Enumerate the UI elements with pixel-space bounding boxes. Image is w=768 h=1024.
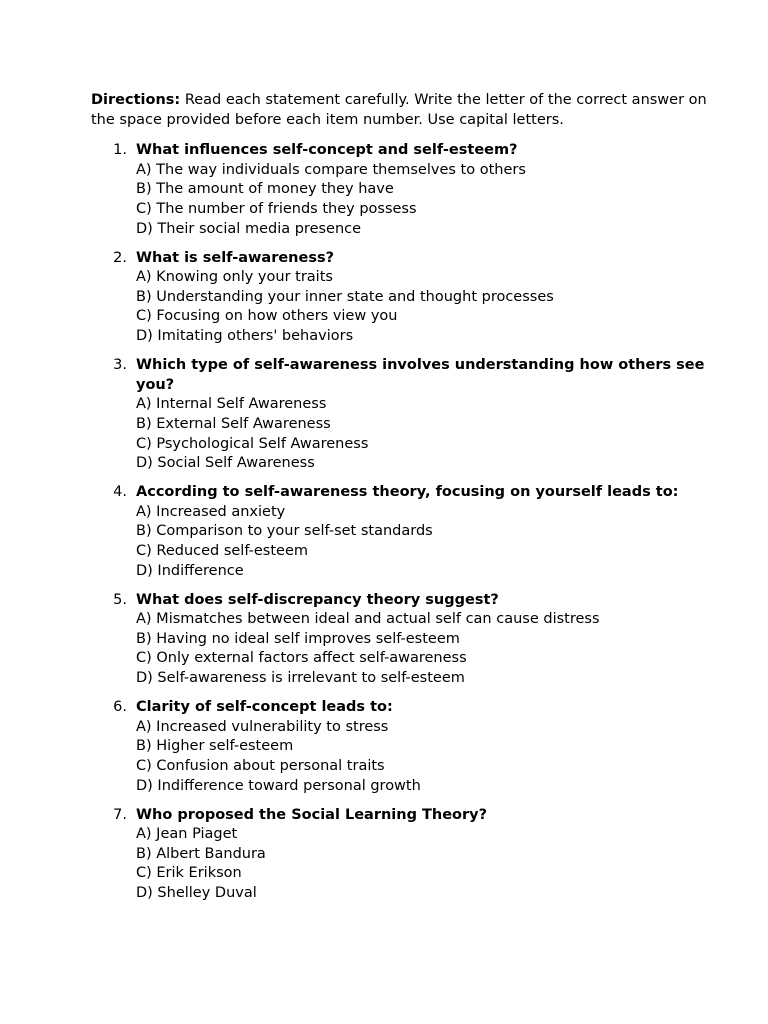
question-text: Clarity of self-concept leads to: bbox=[136, 699, 393, 716]
question-5 bbox=[91, 591, 708, 689]
option-a: A) Increased anxiety bbox=[136, 503, 286, 520]
question-number: 6. bbox=[113, 699, 127, 716]
question-text: What does self-discrepancy theory suggest? bbox=[136, 591, 499, 608]
question-7 bbox=[91, 806, 708, 904]
option-a: A) Increased vulnerability to stress bbox=[136, 718, 389, 735]
option-c: C) Psychological Self Awareness bbox=[136, 435, 369, 452]
question-text: What is self-awareness? bbox=[136, 249, 335, 266]
question-2 bbox=[91, 249, 708, 347]
option-c: C) Reduced self-esteem bbox=[136, 542, 309, 559]
option-d: D) Their social media presence bbox=[136, 220, 362, 237]
option-a: A) Internal Self Awareness bbox=[136, 396, 327, 413]
option-c: C) The number of friends they possess bbox=[136, 200, 417, 217]
question-text: Who proposed the Social Learning Theory? bbox=[136, 806, 488, 823]
question-text: What influences self-concept and self-esteem? bbox=[136, 142, 518, 159]
option-b: B) Comparison to your self-set standards bbox=[136, 523, 433, 540]
question-number: 5. bbox=[113, 591, 127, 608]
option-b: B) Higher self-esteem bbox=[136, 738, 294, 755]
option-a: A) Knowing only your traits bbox=[136, 269, 333, 286]
question-1 bbox=[91, 141, 708, 239]
option-a: A) Jean Piaget bbox=[136, 826, 238, 843]
question-4 bbox=[91, 483, 708, 581]
question-text: Which type of self-awareness involves understanding how others see you? bbox=[136, 357, 705, 393]
question-list bbox=[91, 141, 708, 903]
question-6 bbox=[91, 698, 708, 796]
option-d: D) Imitating others' behaviors bbox=[136, 328, 354, 345]
question-number: 7. bbox=[113, 806, 127, 823]
option-b: B) Understanding your inner state and thought processes bbox=[136, 288, 554, 305]
option-b: B) Albert Bandura bbox=[136, 845, 266, 862]
option-a: A) Mismatches between ideal and actual self can cause distress bbox=[136, 611, 600, 628]
option-b: B) The amount of money they have bbox=[136, 181, 394, 198]
option-b: B) Having no ideal self improves self-esteem bbox=[136, 630, 460, 647]
directions-paragraph bbox=[91, 91, 708, 130]
question-3 bbox=[91, 356, 708, 474]
directions-text: Read each statement carefully. Write the letter of the correct answer on the space provided before each item number. Use capital letters. bbox=[91, 92, 707, 128]
question-number: 2. bbox=[113, 249, 127, 266]
question-number: 1. bbox=[113, 142, 127, 159]
option-d: D) Social Self Awareness bbox=[136, 455, 315, 472]
option-d: D) Indifference toward personal growth bbox=[136, 777, 421, 794]
option-c: C) Only external factors affect self-awareness bbox=[136, 650, 467, 667]
option-d: D) Shelley Duval bbox=[136, 884, 257, 901]
option-c: C) Confusion about personal traits bbox=[136, 757, 385, 774]
option-a: A) The way individuals compare themselves to others bbox=[136, 161, 526, 178]
option-c: C) Focusing on how others view you bbox=[136, 308, 398, 325]
option-d: D) Indifference bbox=[136, 562, 244, 579]
question-number: 3. bbox=[113, 357, 127, 374]
option-b: B) External Self Awareness bbox=[136, 415, 331, 432]
question-text: According to self-awareness theory, focusing on yourself leads to: bbox=[136, 484, 679, 501]
directions-label: Directions: bbox=[91, 92, 181, 108]
option-c: C) Erik Erikson bbox=[136, 865, 242, 882]
question-number: 4. bbox=[113, 484, 127, 501]
option-d: D) Self-awareness is irrelevant to self-esteem bbox=[136, 670, 465, 687]
